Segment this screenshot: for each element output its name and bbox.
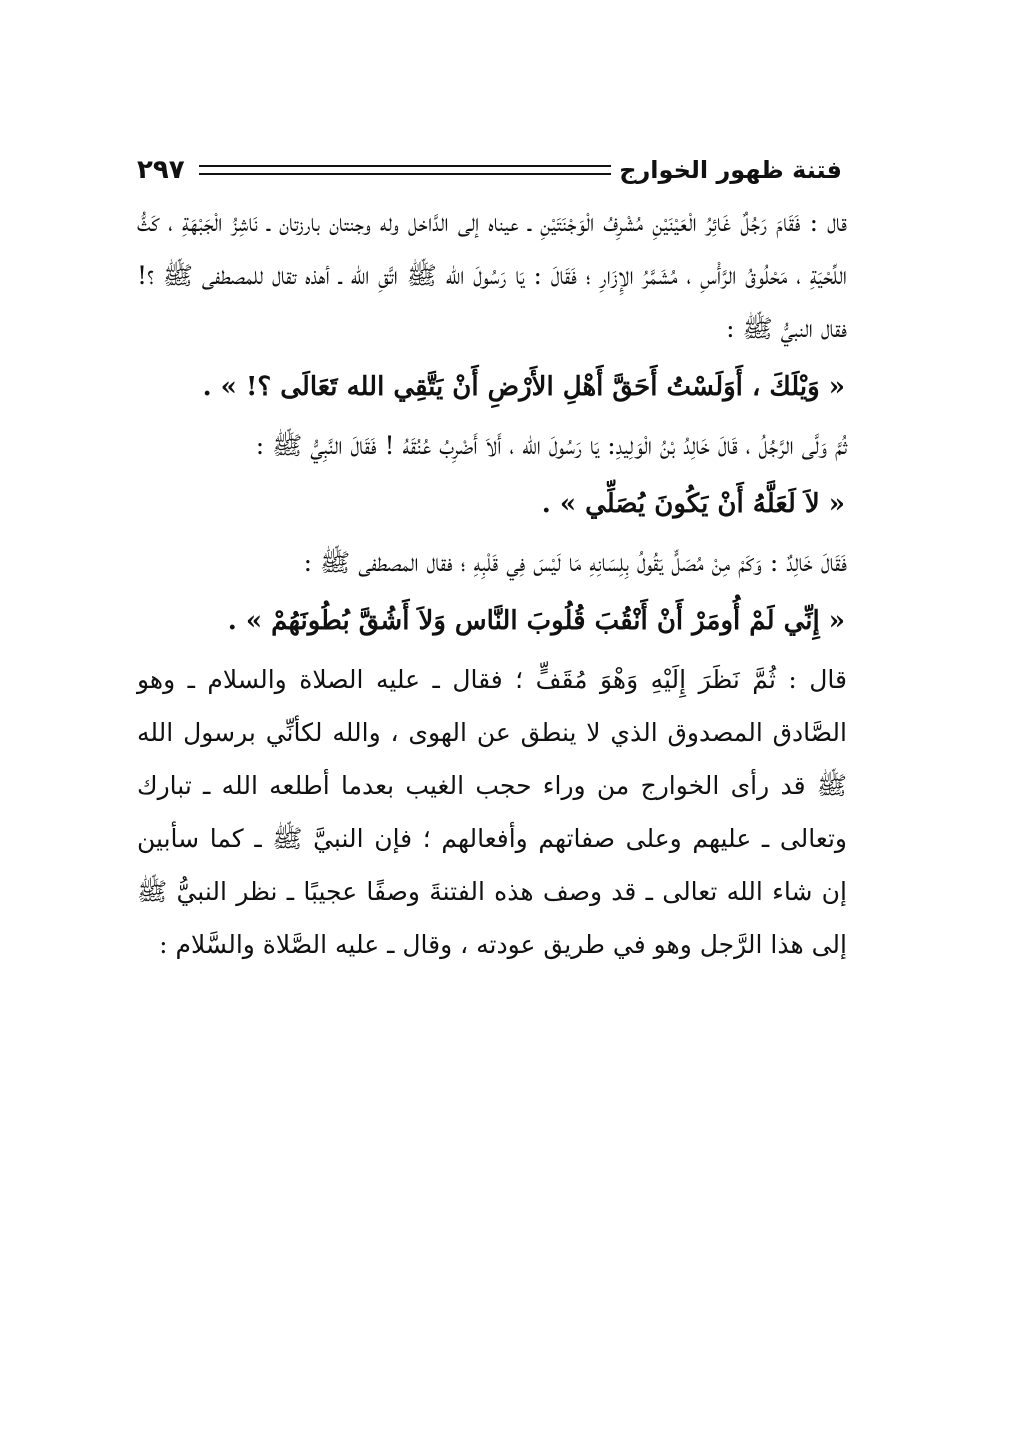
page-header [137, 152, 842, 188]
running-title: فتنة ظهور الخوارج [619, 156, 842, 184]
paragraph-4: قال : ثُمَّ نَظَرَ إِلَيْهِ وَهْوَ مُقَفٍّ ؛ فقال ـ عليه الصلاة والسلام ـ وهو الصَّادق المصدوق الذي لا ينطق عن الهوى ، والله لكأنِّي برسول الله ﷺ قد رأى الخوارج من وراء حجب الغيب بعدما أطلعه الله ـ تبارك وتعالى ـ عليهم وعلى صفاتهم وأفعالهم ؛ فإن النبيَّ ﷺ ـ كما سأبين إن شاء الله تعالى ـ قد وصف هذه الفتنةَ وصفًا عجيبًا ـ نظر النبيُّ ﷺ إلى هذا الرَّجل وهو في طريق عودته ، وقال ـ عليه الصَّلاة والسَّلام : [137, 665, 847, 959]
paragraph-1: قال : فَقَامَ رَجُلٌ غَائِرُ الْعَيْنَيْنِ مُشْرِفُ الْوَجْنَتَيْنِ ـ عيناه إلى الدَّاخل وله وجنتان بارزتان ـ نَاشِزُ الْجَبْهَةِ ، كَثُّ اللِّحْيَةِ ، مَحْلُوقُ الرَّأْسِ ، مُشَمَّرُ الإِزَارِ ؛ فَقَالَ : يَا رَسُولَ الله ﷺ اتَّقِ الله ـ أهذه تقال للمصطفى ﷺ ؟! فقال النبيُّ ﷺ : [137, 208, 847, 343]
paragraph-2: ثُمَّ وَلَّى الرَّجُلُ ، قَالَ خَالِدُ بْنُ الْوَلِيدِ: يَا رَسُولَ الله ، أَلاَ أَضْرِبُ عُنُقَهُ ! فَقَالَ النَّبِيُّ ﷺ : [255, 431, 847, 460]
page-content [137, 196, 847, 971]
paragraph-3: فَقَالَ خَالِدٌ : وَكَمْ مِنْ مُصَلٍّ يَقُولُ بِلِسَانِهِ مَا لَيْسَ فِي قَلْبِهِ ؛ فقال المصطفى ﷺ : [303, 548, 847, 577]
hadith-quote-1: « وَيْلَكَ ، أَوَلَسْتُ أَحَقَّ أَهْلِ الأَرْضِ أَنْ يَتَّقِي الله تَعَالَى ؟! » . [202, 372, 845, 402]
hadith-quote-2: « لاَ لَعَلَّهُ أَنْ يَكُونَ يُصَلِّي » . [541, 489, 845, 519]
page-number: ٢٩٧ [137, 155, 185, 185]
header-rule [199, 165, 612, 175]
hadith-quote-3: « إِنِّي لَمْ أُومَرْ أَنْ أَنْقُبَ قُلُوبَ النَّاس وَلاَ أَشُقَّ بُطُونَهُمْ » . [227, 606, 845, 636]
